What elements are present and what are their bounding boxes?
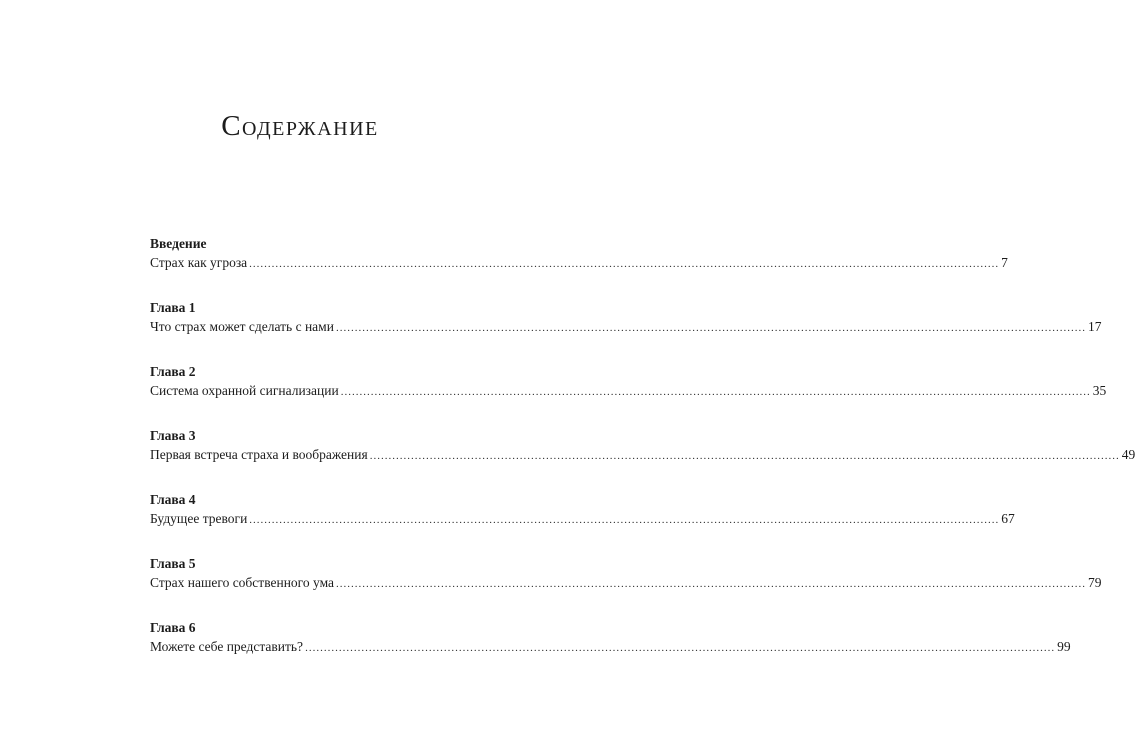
toc-chapter-label: Глава 5: [150, 556, 196, 571]
toc-entry-introduction: [150, 236, 1008, 300]
toc-chapter-label: Глава 3: [150, 428, 196, 443]
dot-leader: ........................................................................................................................................................................................................: [249, 514, 1000, 526]
toc-line: [150, 446, 1135, 466]
toc-entry-title: Можете себе представить?: [150, 639, 304, 654]
toc-page-number: 17: [1087, 319, 1102, 334]
toc-line: [150, 510, 1015, 530]
toc-line: [150, 574, 1102, 594]
toc-entry-title: Страх нашего собственного ума: [150, 575, 335, 590]
toc-page-number: 79: [1088, 575, 1102, 590]
dot-leader: ........................................................................................................................................................................................................: [249, 258, 1000, 270]
toc-line: [150, 254, 1008, 274]
toc-entry-chapter-3: [150, 428, 1135, 492]
toc-entry-title: Первая встреча страха и воображения: [150, 447, 368, 462]
toc-chapter-label: Глава 6: [150, 620, 196, 635]
toc-entry-title: Будущее тревоги: [150, 511, 248, 526]
dot-leader: ........................................................................................................................................................................................................: [369, 450, 1120, 462]
toc-line: [150, 318, 1102, 338]
toc-chapter-label: Глава 4: [150, 492, 196, 507]
toc-chapter-label: Введение: [150, 236, 207, 251]
toc-page-number: 35: [1092, 383, 1107, 398]
toc-entry-chapter-6: [150, 620, 1071, 684]
page-title: Содержание: [221, 110, 379, 142]
dot-leader: ........................................................................................................................................................................................................: [335, 322, 1086, 334]
toc-line: [150, 638, 1071, 658]
table-of-contents: [150, 236, 1135, 684]
dot-leader: ........................................................................................................................................................................................................: [305, 642, 1056, 654]
toc-entry-title: Система охранной сигнализации: [150, 383, 339, 398]
toc-page-number: 49: [1121, 447, 1135, 462]
toc-entry-chapter-2: [150, 364, 1107, 428]
toc-entry-chapter-4: [150, 492, 1015, 556]
dot-leader: ........................................................................................................................................................................................................: [336, 578, 1087, 590]
dot-leader: ........................................................................................................................................................................................................: [340, 386, 1091, 398]
toc-page-number: 67: [1001, 511, 1015, 526]
toc-line: [150, 382, 1107, 402]
toc-entry-title: Страх как угроза: [150, 255, 248, 270]
toc-entry-chapter-5: [150, 556, 1102, 620]
toc-entry-title: Что страх может сделать с нами: [150, 319, 334, 334]
toc-page-number: 7: [1001, 255, 1008, 270]
toc-entry-chapter-1: [150, 300, 1102, 364]
toc-chapter-label: Глава 1: [150, 300, 196, 315]
toc-chapter-label: Глава 2: [150, 364, 196, 379]
toc-page-number: 99: [1057, 639, 1071, 654]
